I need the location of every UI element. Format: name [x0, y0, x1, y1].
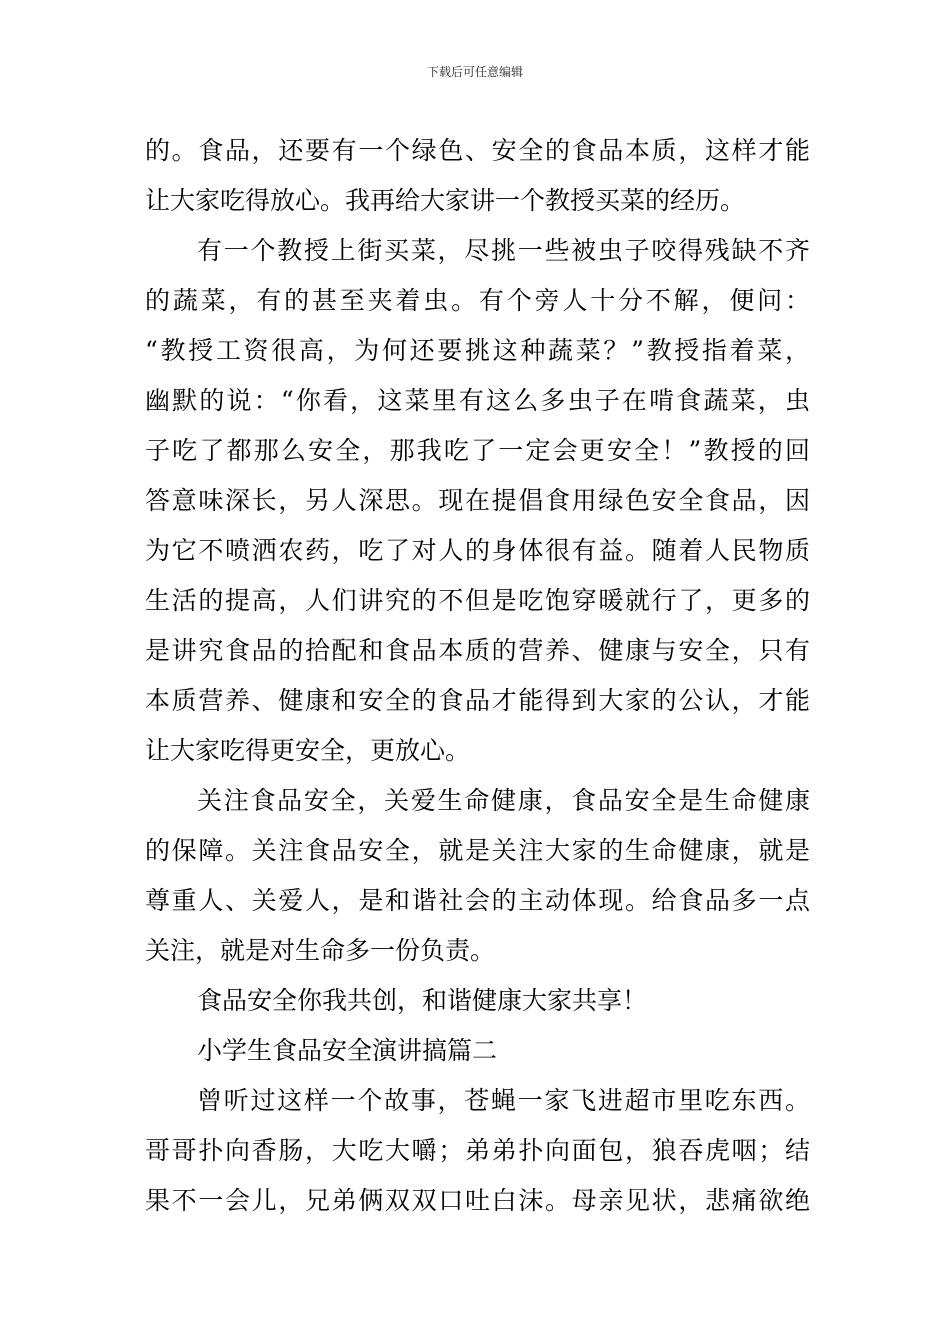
text-line: 幽默的说：“你看，这菜里有这么多虫子在啃食蔬菜，虫 — [145, 386, 810, 415]
text-line: 的保障。关注食品安全，就是关注大家的生命健康，就是 — [145, 836, 810, 865]
text-line: 本质营养、健康和安全的食品才能得到大家的公认，才能 — [145, 686, 810, 715]
text-line: 尊重人、关爱人，是和谐社会的主动体现。给食品多一点 — [145, 886, 810, 915]
paragraph-first-line: 食品安全你我共创，和谐健康大家共享！ — [197, 986, 648, 1015]
text-line: 哥哥扑向香肠，大吃大嚼；弟弟扑向面包，狼吞虎咽；结 — [145, 1136, 810, 1165]
page-header: 下载后可任意编辑 — [426, 65, 523, 79]
text-line: 让大家吃得放心。我再给大家讲一个教授买菜的经历。 — [145, 186, 746, 215]
text-line: 为它不喷洒农药，吃了对人的身体很有益。随着人民物质 — [145, 536, 810, 565]
text-line: 子吃了都那么安全，那我吃了一定会更安全！”教授的回 — [145, 436, 810, 465]
text-line: 的蔬菜，有的甚至夹着虫。有个旁人十分不解，便问： — [145, 286, 810, 315]
paragraph-first-line: 有一个教授上街买菜，尽挑一些被虫子咬得残缺不齐 — [197, 236, 810, 265]
text-line: 果不一会儿，兄弟俩双双口吐白沫。母亲见状，悲痛欲绝 — [145, 1186, 810, 1215]
paragraph-first-line: 曾听过这样一个故事，苍蝇一家飞进超市里吃东西。 — [197, 1086, 810, 1115]
text-line: 关注，就是对生命多一份负责。 — [145, 936, 496, 965]
paragraph-first-line: 关注食品安全，关爱生命健康，食品安全是生命健康 — [197, 786, 810, 815]
section-heading: 小学生食品安全演讲搞篇二 — [197, 1036, 498, 1065]
text-line: 的。食品，还要有一个绿色、安全的食品本质，这样才能 — [145, 136, 810, 165]
text-line: 是讲究食品的拾配和食品本质的营养、健康与安全，只有 — [145, 636, 810, 665]
text-line: 答意味深长，另人深思。现在提倡食用绿色安全食品，因 — [145, 486, 810, 515]
text-line: 生活的提高，人们讲究的不但是吃饱穿暖就行了，更多的 — [145, 586, 810, 615]
text-line: “教授工资很高，为何还要挑这种蔬菜？”教授指着菜， — [145, 336, 810, 365]
body-text — [145, 126, 810, 1226]
text-line: 让大家吃得更安全，更放心。 — [145, 736, 471, 765]
